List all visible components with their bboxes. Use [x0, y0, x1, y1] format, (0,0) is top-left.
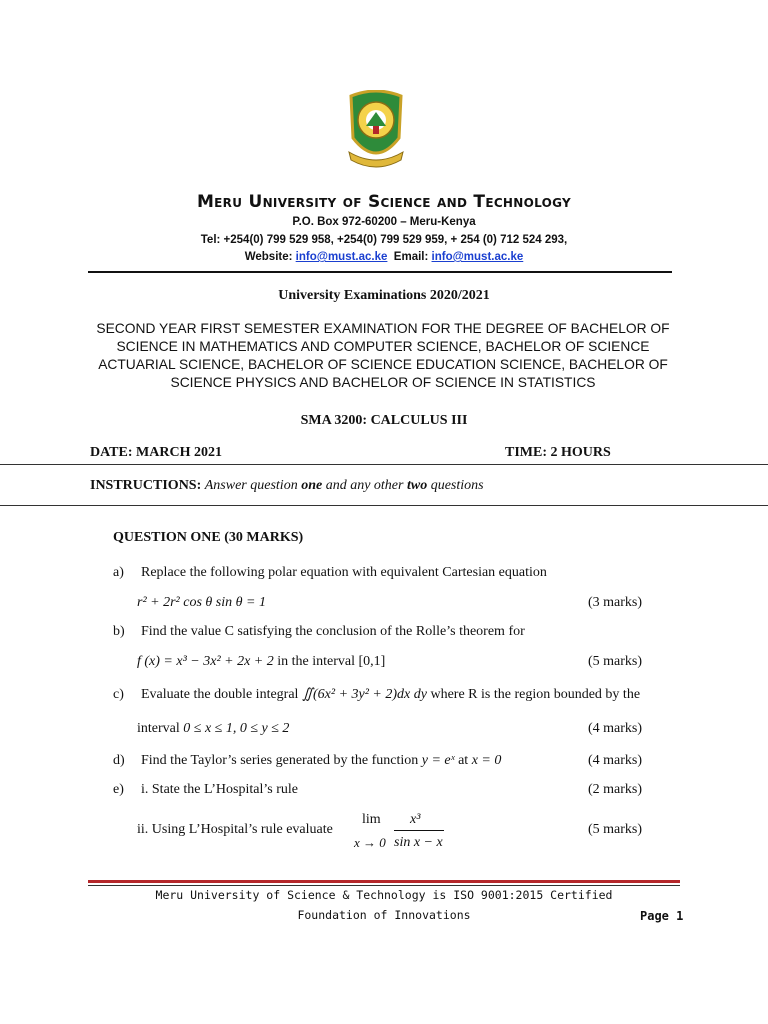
university-logo — [343, 90, 409, 172]
question-d-label: d) — [113, 753, 125, 768]
question-b-line2 — [137, 654, 385, 670]
email-label: Email: — [393, 251, 432, 263]
divider-top — [0, 464, 768, 465]
exam-time: TIME: 2 HOURS — [505, 445, 611, 460]
divider-bottom — [0, 505, 768, 506]
question-b-equation: f (x) = x³ − 3x² + 2x + 2 — [137, 654, 274, 669]
header-divider — [88, 271, 672, 273]
instructions-one: one — [301, 478, 323, 493]
contact-line — [0, 251, 768, 263]
question-e-part-ii: ii. Using L’Hospital’s rule evaluate — [137, 822, 333, 837]
fraction-numerator: x³ — [410, 812, 421, 827]
fraction-bar — [394, 830, 444, 831]
question-d-text: Find the Taylor’s series generated by the function — [141, 753, 422, 768]
question-c-tail: where R is the region bounded by the — [426, 687, 641, 702]
question-b-text: Find the value C satisfying the conclusion of the Rolle’s theorem for — [141, 624, 525, 639]
question-a-marks: (3 marks) — [588, 595, 643, 610]
question-c-text: Evaluate the double integral — [141, 687, 302, 702]
email-link[interactable]: info@must.ac.ke — [431, 251, 524, 263]
question-a-equation: r² + 2r² cos θ sin θ = 1 — [137, 595, 266, 610]
footer-rule-red — [88, 880, 680, 883]
instructions-two: two — [406, 478, 428, 493]
question-c-label: c) — [113, 687, 124, 702]
telephone-line: Tel: +254(0) 799 529 958, +254(0) 799 529 959, + 254 (0) 712 524 293, — [200, 234, 568, 246]
postal-address: P.O. Box 972-60200 – Meru-Kenya — [292, 216, 476, 228]
question-e-part-i: i. State the L’Hospital’s rule — [141, 782, 298, 797]
question-e-marks-ii: (5 marks) — [588, 822, 643, 837]
page-number: Page 1 — [640, 909, 684, 923]
question-b-marks: (5 marks) — [588, 654, 643, 669]
question-a-label: a) — [113, 565, 124, 580]
question-d — [113, 753, 501, 769]
footer-iso-statement: Meru University of Science & Technology is ISO 9001:2015 Certified — [155, 888, 613, 902]
footer-rule-dark — [88, 885, 680, 886]
question-c-equation: ∬(6x² + 3y² + 2)dx dy — [301, 687, 427, 702]
question-one-heading: QUESTION ONE (30 MARKS) — [113, 530, 304, 545]
footer-motto: Foundation of Innovations — [297, 908, 471, 922]
question-d-marks: (4 marks) — [588, 753, 643, 768]
question-b-label: b) — [113, 624, 125, 639]
instructions-text-a: Answer question — [204, 478, 302, 493]
university-name: Meru University of Science and Technology — [196, 192, 572, 212]
question-c-interval: 0 ≤ x ≤ 1, 0 ≤ y ≤ 2 — [183, 721, 290, 736]
limit-operator: lim — [362, 812, 381, 827]
question-d-function: y = eˣ — [421, 753, 455, 768]
instructions — [90, 478, 484, 494]
question-e-marks-i: (2 marks) — [588, 782, 643, 797]
question-b-tail: in the interval [0,1] — [273, 654, 386, 669]
question-c-marks: (4 marks) — [588, 721, 643, 736]
course-title: SMA 3200: CALCULUS III — [300, 413, 468, 428]
fraction-denominator: sin x − x — [394, 835, 443, 850]
question-d-mid: at — [454, 753, 472, 768]
website-link[interactable]: info@must.ac.ke — [295, 251, 388, 263]
question-d-point: x = 0 — [471, 753, 502, 768]
question-a — [113, 565, 547, 581]
question-e — [113, 782, 298, 798]
instructions-text-b: and any other — [322, 478, 407, 493]
instructions-label: INSTRUCTIONS: — [90, 478, 202, 493]
question-b — [113, 624, 525, 640]
question-a-text: Replace the following polar equation with equivalent Cartesian equation — [141, 565, 547, 580]
exam-date: DATE: MARCH 2021 — [90, 445, 222, 460]
instructions-text-c: questions — [427, 478, 484, 493]
question-e-label: e) — [113, 782, 124, 797]
question-c-line2 — [137, 721, 289, 737]
exam-title: University Examinations 2020/2021 — [278, 288, 490, 303]
limit-subscript: x → 0 — [354, 835, 386, 850]
website-label: Website: — [244, 251, 296, 263]
question-c — [113, 686, 640, 703]
question-c-text2: interval — [137, 721, 184, 736]
degree-description: SECOND YEAR FIRST SEMESTER EXAMINATION FOR THE DEGREE OF BACHELOR OF SCIENCE IN MATHEMATICS AND COMPUTER SCIENCE, BACHELOR OF SCIENCE ACTUARIAL SCIENCE, BACHELOR OF SCIENCE EDUCATION SCIENCE, BACHELOR OF SCIENCE PHYSICS AND BACHELOR OF SCIENCE IN STATISTICS — [96, 321, 670, 390]
